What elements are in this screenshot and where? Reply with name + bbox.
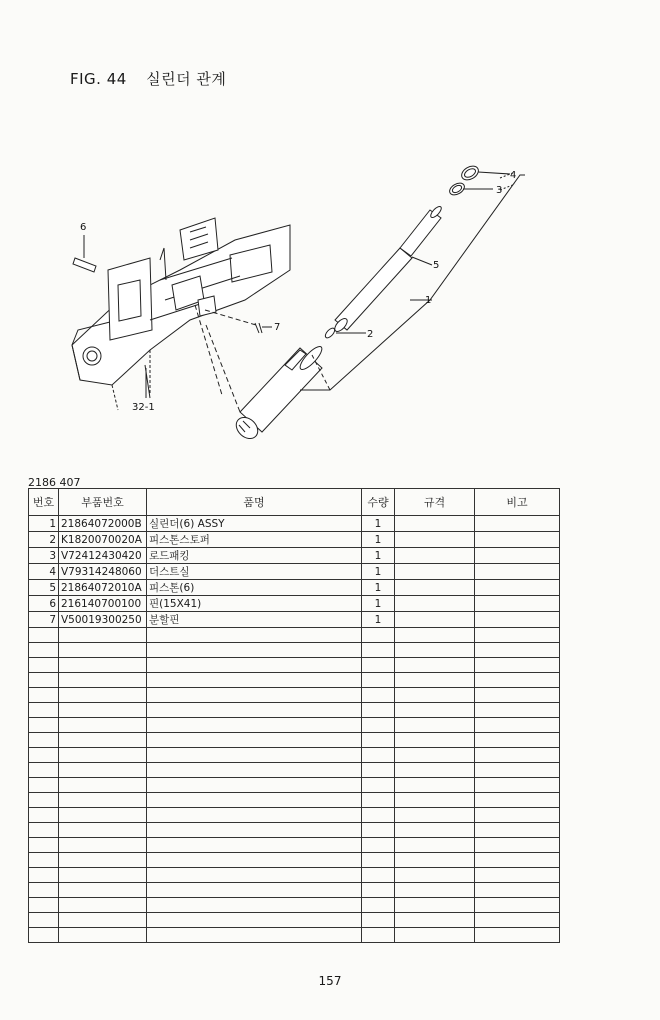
- cell-spec: [395, 898, 475, 913]
- empty-row: [29, 928, 560, 943]
- cell-part-no: 21864072000B: [59, 516, 147, 532]
- cell-name: 분할핀: [147, 612, 362, 628]
- cell-name: [147, 658, 362, 673]
- cell-spec: [395, 883, 475, 898]
- cell-part-no: V72412430420: [59, 548, 147, 564]
- cell-remark: [475, 564, 560, 580]
- cell-name: [147, 778, 362, 793]
- callout-5: 5: [433, 260, 440, 271]
- cell-name: [147, 808, 362, 823]
- table-row: [29, 532, 560, 548]
- cell-no: [29, 913, 59, 928]
- cell-part-no: [59, 643, 147, 658]
- cell-name: 실린더(6) ASSY: [147, 516, 362, 532]
- cell-part-no: [59, 748, 147, 763]
- cell-name: [147, 628, 362, 643]
- empty-row: [29, 883, 560, 898]
- figure-number: FIG. 44: [70, 70, 127, 88]
- cell-no: [29, 793, 59, 808]
- cell-name: [147, 688, 362, 703]
- cell-remark: [475, 612, 560, 628]
- cell-no: [29, 673, 59, 688]
- cell-no: 3: [29, 548, 59, 564]
- cell-qty: [362, 793, 395, 808]
- empty-row: [29, 868, 560, 883]
- cell-name: 핀(15X41): [147, 596, 362, 612]
- cell-spec: [395, 532, 475, 548]
- cell-qty: [362, 913, 395, 928]
- cell-remark: [475, 838, 560, 853]
- cell-qty: [362, 763, 395, 778]
- empty-row: [29, 658, 560, 673]
- empty-row: [29, 673, 560, 688]
- cell-qty: 1: [362, 580, 395, 596]
- cell-qty: 1: [362, 564, 395, 580]
- empty-row: [29, 703, 560, 718]
- cell-remark: [475, 658, 560, 673]
- empty-row: [29, 643, 560, 658]
- cell-no: [29, 778, 59, 793]
- cell-spec: [395, 580, 475, 596]
- cell-no: [29, 868, 59, 883]
- empty-row: [29, 628, 560, 643]
- cell-no: [29, 898, 59, 913]
- cell-qty: [362, 718, 395, 733]
- cell-remark: [475, 628, 560, 643]
- header-part-no: 부품번호: [59, 489, 147, 516]
- cell-spec: [395, 703, 475, 718]
- cell-qty: 1: [362, 612, 395, 628]
- cell-no: 6: [29, 596, 59, 612]
- cell-no: [29, 688, 59, 703]
- empty-row: [29, 898, 560, 913]
- header-qty: 수량: [362, 489, 395, 516]
- cell-qty: 1: [362, 532, 395, 548]
- cell-spec: [395, 913, 475, 928]
- cell-part-no: [59, 733, 147, 748]
- cell-spec: [395, 718, 475, 733]
- cell-name: [147, 718, 362, 733]
- cell-qty: [362, 898, 395, 913]
- cell-name: [147, 838, 362, 853]
- cell-spec: [395, 688, 475, 703]
- empty-row: [29, 718, 560, 733]
- cell-no: [29, 748, 59, 763]
- empty-row: [29, 763, 560, 778]
- cell-no: [29, 733, 59, 748]
- cell-no: [29, 628, 59, 643]
- cell-part-no: [59, 673, 147, 688]
- pin-6: [73, 235, 96, 272]
- cell-no: [29, 658, 59, 673]
- cell-part-no: [59, 823, 147, 838]
- empty-row: [29, 778, 560, 793]
- cell-name: [147, 763, 362, 778]
- table-code: 2186 407: [28, 476, 81, 489]
- cell-part-no: [59, 688, 147, 703]
- cell-qty: [362, 673, 395, 688]
- cell-remark: [475, 868, 560, 883]
- cell-qty: [362, 823, 395, 838]
- cell-part-no: [59, 883, 147, 898]
- cell-remark: [475, 883, 560, 898]
- cell-no: 2: [29, 532, 59, 548]
- empty-row: [29, 688, 560, 703]
- cell-qty: [362, 838, 395, 853]
- callout-32-1: 32-1: [132, 402, 155, 413]
- empty-row: [29, 913, 560, 928]
- cell-name: [147, 868, 362, 883]
- cell-part-no: [59, 718, 147, 733]
- cell-remark: [475, 778, 560, 793]
- empty-row: [29, 733, 560, 748]
- cell-name: [147, 793, 362, 808]
- cell-no: [29, 808, 59, 823]
- cell-qty: 1: [362, 548, 395, 564]
- cell-spec: [395, 793, 475, 808]
- cell-name: 피스톤(6): [147, 580, 362, 596]
- cell-qty: [362, 868, 395, 883]
- cell-qty: [362, 778, 395, 793]
- cell-name: [147, 748, 362, 763]
- cell-remark: [475, 733, 560, 748]
- cell-name: [147, 703, 362, 718]
- cell-part-no: [59, 868, 147, 883]
- cell-spec: [395, 548, 475, 564]
- callout-4: 4: [510, 170, 517, 181]
- cell-remark: [475, 548, 560, 564]
- empty-row: [29, 823, 560, 838]
- cell-name: [147, 823, 362, 838]
- cell-remark: [475, 643, 560, 658]
- cell-spec: [395, 516, 475, 532]
- cell-no: [29, 718, 59, 733]
- cell-remark: [475, 673, 560, 688]
- cell-name: [147, 913, 362, 928]
- table-header: [29, 489, 560, 516]
- cell-part-no: [59, 793, 147, 808]
- cell-spec: [395, 564, 475, 580]
- cell-spec: [395, 596, 475, 612]
- cell-part-no: [59, 838, 147, 853]
- cell-remark: [475, 703, 560, 718]
- figure-name: 실린더 관계: [146, 70, 227, 88]
- header-name: 품명: [147, 489, 362, 516]
- cell-part-no: 21864072010A: [59, 580, 147, 596]
- cell-no: [29, 823, 59, 838]
- parts-table: [28, 488, 560, 943]
- empty-row: [29, 808, 560, 823]
- cell-spec: [395, 838, 475, 853]
- table-row: [29, 596, 560, 612]
- callout-2: 2: [367, 329, 374, 340]
- cell-spec: [395, 868, 475, 883]
- empty-row: [29, 853, 560, 868]
- cell-spec: [395, 673, 475, 688]
- cell-part-no: [59, 853, 147, 868]
- cell-spec: [395, 823, 475, 838]
- cell-qty: [362, 748, 395, 763]
- split-pin-7: [205, 310, 272, 333]
- cell-remark: [475, 688, 560, 703]
- cell-part-no: [59, 658, 147, 673]
- cell-spec: [395, 733, 475, 748]
- cell-qty: 1: [362, 596, 395, 612]
- cell-remark: [475, 763, 560, 778]
- callout-7: 7: [274, 322, 281, 333]
- cell-no: [29, 883, 59, 898]
- cell-no: 4: [29, 564, 59, 580]
- cell-no: [29, 763, 59, 778]
- cell-part-no: [59, 763, 147, 778]
- header-no: 번호: [29, 489, 59, 516]
- cell-qty: [362, 628, 395, 643]
- cell-qty: 1: [362, 516, 395, 532]
- cell-name: [147, 673, 362, 688]
- table-row: [29, 516, 560, 532]
- cell-spec: [395, 808, 475, 823]
- callout-6: 6: [80, 222, 87, 233]
- cell-part-no: [59, 778, 147, 793]
- cell-qty: [362, 733, 395, 748]
- cell-spec: [395, 658, 475, 673]
- cell-part-no: [59, 913, 147, 928]
- cell-part-no: [59, 628, 147, 643]
- cell-name: [147, 733, 362, 748]
- cell-name: 피스톤스토퍼: [147, 532, 362, 548]
- table-row: [29, 564, 560, 580]
- cell-no: [29, 838, 59, 853]
- cell-no: 7: [29, 612, 59, 628]
- page-number: 157: [318, 974, 342, 988]
- cell-remark: [475, 748, 560, 763]
- cell-spec: [395, 628, 475, 643]
- cell-qty: [362, 928, 395, 943]
- cell-qty: [362, 808, 395, 823]
- cell-name: [147, 928, 362, 943]
- cell-spec: [395, 763, 475, 778]
- cell-qty: [362, 853, 395, 868]
- cell-part-no: [59, 898, 147, 913]
- figure-title: [70, 68, 240, 89]
- table-body: [29, 516, 560, 943]
- cell-part-no: 216140700100: [59, 596, 147, 612]
- table-row: [29, 580, 560, 596]
- cell-no: [29, 853, 59, 868]
- cell-part-no: V50019300250: [59, 612, 147, 628]
- empty-row: [29, 793, 560, 808]
- cell-no: 1: [29, 516, 59, 532]
- cell-name: 더스트실: [147, 564, 362, 580]
- cell-remark: [475, 823, 560, 838]
- cell-qty: [362, 643, 395, 658]
- cell-remark: [475, 596, 560, 612]
- cell-spec: [395, 778, 475, 793]
- piston-rod-5: [333, 205, 443, 334]
- dust-seal-4: [459, 163, 481, 182]
- cell-remark: [475, 913, 560, 928]
- cell-remark: [475, 853, 560, 868]
- cell-remark: [475, 580, 560, 596]
- cell-spec: [395, 612, 475, 628]
- table-row: [29, 548, 560, 564]
- cell-part-no: V79314248060: [59, 564, 147, 580]
- cell-remark: [475, 928, 560, 943]
- empty-row: [29, 838, 560, 853]
- cell-part-no: [59, 928, 147, 943]
- cell-remark: [475, 898, 560, 913]
- table-row: [29, 612, 560, 628]
- cell-remark: [475, 793, 560, 808]
- cell-name: [147, 898, 362, 913]
- cell-spec: [395, 853, 475, 868]
- cell-spec: [395, 643, 475, 658]
- cell-no: [29, 643, 59, 658]
- cell-spec: [395, 928, 475, 943]
- cell-qty: [362, 703, 395, 718]
- header-remark: 비고: [475, 489, 560, 516]
- cell-qty: [362, 658, 395, 673]
- cell-part-no: [59, 703, 147, 718]
- exploded-parts-diagram: [0, 140, 660, 460]
- cell-no: [29, 928, 59, 943]
- cell-remark: [475, 532, 560, 548]
- cell-qty: [362, 883, 395, 898]
- cell-no: [29, 703, 59, 718]
- cell-remark: [475, 718, 560, 733]
- cell-name: [147, 883, 362, 898]
- callout-1: 1: [425, 295, 432, 306]
- frame-assembly: [72, 218, 290, 410]
- cell-remark: [475, 516, 560, 532]
- cell-remark: [475, 808, 560, 823]
- empty-row: [29, 748, 560, 763]
- cell-name: [147, 643, 362, 658]
- callout-3: 3: [496, 185, 503, 196]
- cell-part-no: K1820070020A: [59, 532, 147, 548]
- cell-qty: [362, 688, 395, 703]
- cell-part-no: [59, 808, 147, 823]
- cell-name: [147, 853, 362, 868]
- cell-no: 5: [29, 580, 59, 596]
- cell-name: 로드패킹: [147, 548, 362, 564]
- cell-spec: [395, 748, 475, 763]
- header-spec: 규격: [395, 489, 475, 516]
